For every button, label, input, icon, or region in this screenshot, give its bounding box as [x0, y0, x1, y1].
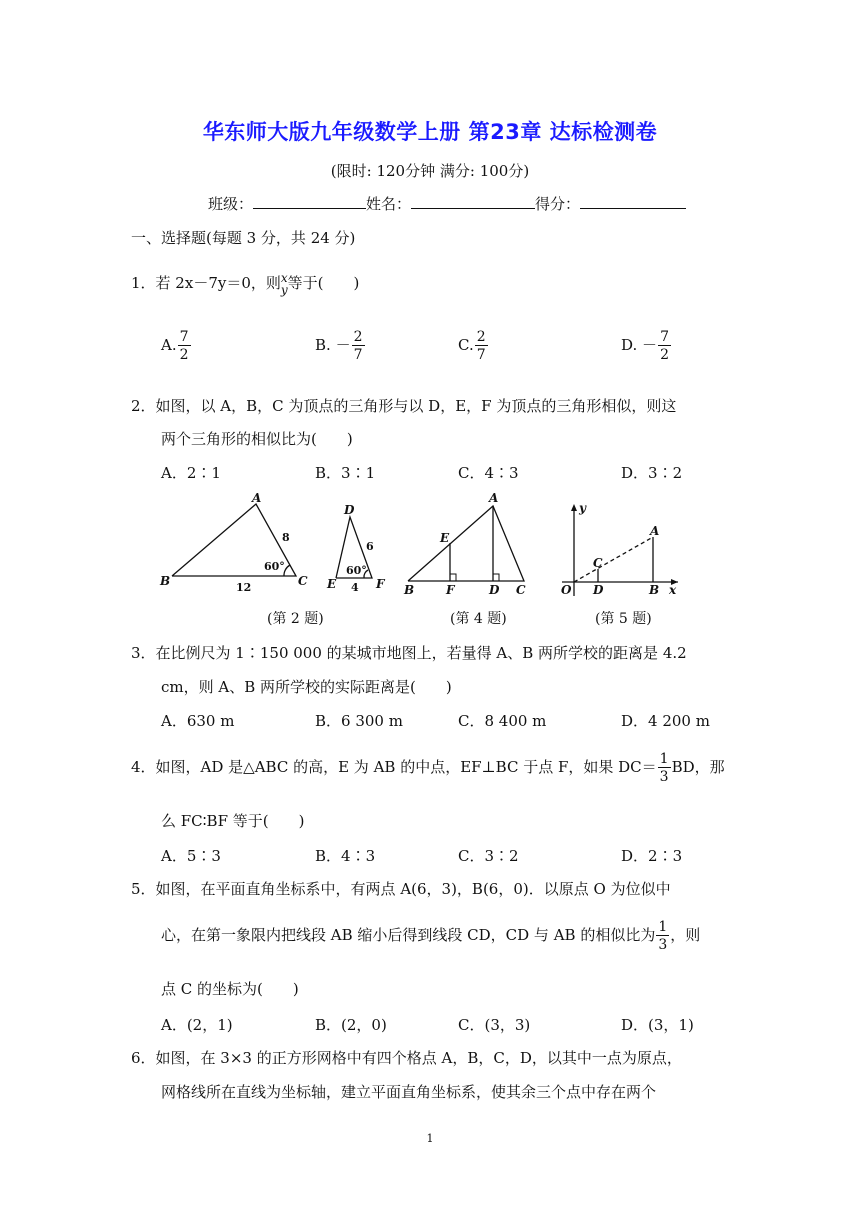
angle-label-c: 60° [264, 560, 285, 573]
q4-option-a[interactable]: A．5∶3 [161, 847, 221, 865]
question-2: 2．如图，以 A，B，C 为顶点的三角形与以 D，E，F 为顶点的三角形相似，则这 [131, 397, 677, 415]
fig5-label-y: y [579, 501, 586, 515]
page-title: 华东师大版九年级数学上册 第23章 达标检测卷 [202, 120, 658, 144]
label-e: E [327, 577, 337, 591]
q5-option-a[interactable]: A．(2，1) [161, 1016, 233, 1034]
q5-option-c[interactable]: C．(3，3) [458, 1016, 531, 1034]
right-angle-f [450, 574, 456, 581]
q3-option-b[interactable]: B．6 300 m [315, 712, 403, 730]
q3-option-c[interactable]: C．8 400 m [458, 712, 547, 730]
q1-option-c[interactable]: C. $\frac{2}{7}$ [458, 329, 486, 363]
question-2-cont: 两个三角形的相似比为( ) [161, 430, 353, 448]
caption-fig5: (第 5 题) [595, 611, 652, 627]
name-blank[interactable] [411, 194, 535, 209]
page-number: 1 [426, 1132, 434, 1145]
fig5-label-b: B [649, 583, 660, 597]
score-label: 得分： [535, 195, 581, 213]
q2-option-c[interactable]: C．4∶3 [458, 464, 519, 482]
q3-option-a[interactable]: A．630 m [161, 712, 235, 730]
question-1 [131, 272, 359, 296]
fig4-label-e: E [440, 531, 450, 545]
fig4-label-b: B [404, 583, 415, 597]
label-a: A [252, 491, 262, 505]
caption-fig4: (第 4 题) [450, 611, 507, 627]
fig5-label-a: A [650, 524, 660, 538]
fig5-label-x: x [669, 583, 677, 597]
q2-option-b[interactable]: B．3∶1 [315, 464, 376, 482]
question-6: 6．如图，在 3×3 的正方形网格中有四个格点 A，B，C，D，以其中一点为原点， [131, 1049, 682, 1067]
fig4-label-a: A [489, 491, 499, 505]
question-6-cont: 网格线所在直线为坐标轴，建立平面直角坐标系，使其余三个点中存在两个 [161, 1083, 657, 1101]
q1-stem-end: 等于( ) [287, 274, 360, 292]
q4-option-d[interactable]: D．2∶3 [621, 847, 683, 865]
q4-stem-end: BD，那 [671, 758, 725, 776]
section-heading: 一、选择题(每题 3 分，共 24 分) [131, 229, 356, 247]
q1-fraction: x y [280, 271, 288, 297]
length-label-6: 6 [366, 540, 374, 553]
q4-fraction: $\frac{1}{3}$ [659, 751, 669, 785]
exam-time-limit: (限时: 120分钟 满分: 100分) [330, 162, 530, 180]
length-label-12: 12 [236, 581, 252, 594]
q2-option-d[interactable]: D．3∶2 [621, 464, 683, 482]
q3-option-d[interactable]: D．4 200 m [621, 712, 710, 730]
angle-label-f: 60° [346, 564, 367, 577]
fig5-label-c: C [593, 556, 603, 570]
figures-strip [150, 490, 690, 605]
student-info-row [208, 193, 686, 214]
q5-option-b[interactable]: B．(2，0) [315, 1016, 387, 1034]
label-d: D [344, 503, 355, 517]
q2-option-a[interactable]: A．2∶1 [161, 464, 221, 482]
label-b: B [160, 574, 171, 588]
name-label: 姓名： [366, 195, 412, 213]
q4-stem: 4．如图，AD 是△ABC 的高，E 为 AB 的中点，EF⊥BC 于点 F，如果 DC＝ [131, 758, 657, 776]
q1-option-b[interactable]: B. － $\frac{2}{7}$ [315, 329, 363, 363]
fig5-label-o: O [561, 583, 572, 597]
triangle-fig4 [408, 506, 524, 581]
question-3-cont: cm，则 A、B 两所学校的实际距离是( ) [161, 678, 452, 696]
label-c: C [298, 574, 308, 588]
question-4-cont: 么 FC∶BF 等于( ) [161, 812, 305, 830]
dashed-oa [574, 537, 653, 582]
class-label: 班级： [208, 195, 254, 213]
q1-option-a[interactable]: A. $\frac{7}{2}$ [161, 329, 189, 363]
question-5: 5．如图，在平面直角坐标系中，有两点 A(6，3)，B(6，0)．以原点 O 为位似中 [131, 880, 671, 898]
q5-option-d[interactable]: D．(3，1) [621, 1016, 694, 1034]
question-5-cont2: 点 C 的坐标为( ) [161, 980, 299, 998]
label-f: F [376, 577, 385, 591]
caption-fig2: (第 2 题) [267, 611, 324, 627]
angle-arc-c [284, 565, 290, 576]
q1-stem: 1．若 2x－7y＝0，则 [131, 274, 281, 292]
right-angle-d [493, 574, 499, 581]
q1-option-d[interactable]: D. － $\frac{7}{2}$ [621, 329, 669, 363]
length-label-8: 8 [282, 531, 290, 544]
q5-fraction: $\frac{1}{3}$ [658, 919, 668, 953]
q4-option-b[interactable]: B．4∶3 [315, 847, 376, 865]
question-3: 3．在比例尺为 1∶150 000 的某城市地图上，若量得 A、B 两所学校的距离是 4.2 [131, 644, 687, 662]
fig4-label-d: D [489, 583, 500, 597]
class-blank[interactable] [253, 194, 366, 209]
q4-option-c[interactable]: C．3∶2 [458, 847, 519, 865]
score-blank[interactable] [580, 194, 686, 209]
fig4-label-f: F [446, 583, 455, 597]
question-5-cont: 心，在第一象限内把线段 AB 缩小后得到线段 CD，CD 与 AB 的相似比为 $\frac{1}{3}$ ，则 [161, 919, 701, 953]
fig4-label-c: C [516, 583, 526, 597]
length-label-4: 4 [351, 581, 359, 594]
question-4 [131, 752, 725, 784]
y-axis-arrow [571, 504, 577, 511]
fig5-label-d: D [593, 583, 604, 597]
